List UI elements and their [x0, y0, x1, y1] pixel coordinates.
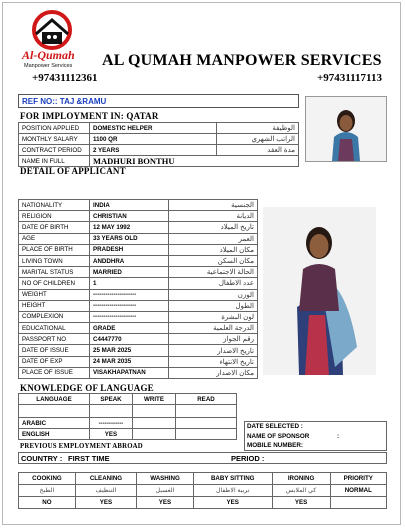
table-row — [19, 300, 258, 311]
detail-value: PRADESH — [90, 244, 169, 255]
ironing-arabic: كي الملابس — [272, 485, 330, 497]
detail-arabic: لون البشرة — [169, 311, 258, 322]
english-read — [176, 429, 237, 440]
detail-value: --------------------- — [90, 289, 169, 300]
read-header: READ — [176, 394, 237, 405]
detail-arabic: عدد الاطفال — [169, 278, 258, 289]
reference-number: REF NO:: TAJ &RAMU — [18, 94, 299, 108]
washing-arabic: الغسيل — [137, 485, 194, 497]
table-row — [19, 356, 258, 367]
ironing-value: YES — [272, 497, 330, 509]
detail-label: MARITAL STATUS — [19, 267, 90, 278]
detail-label: COMPLEXION — [19, 311, 90, 322]
sponsor-name-label: NAME OF SPONSOR — [247, 433, 310, 440]
detail-label: NATIONALITY — [19, 200, 90, 211]
detail-label: RELIGION — [19, 211, 90, 222]
detail-value: VISAKHAPATNAN — [90, 367, 169, 378]
table-row — [19, 267, 258, 278]
cleaning-arabic: التنظيف — [75, 485, 136, 497]
detail-arabic: مكان الميلاد — [169, 244, 258, 255]
detail-label: PLACE OF BIRTH — [19, 244, 90, 255]
detail-label: PASSPORT NO — [19, 334, 90, 345]
detail-arabic: الديانة — [169, 211, 258, 222]
detail-value: 1 — [90, 278, 169, 289]
detail-arabic: مكان الاصدار — [169, 367, 258, 378]
language-blank — [19, 405, 90, 418]
detail-label: NO OF CHILDREN — [19, 278, 90, 289]
period-label: PERIOD : — [231, 454, 265, 463]
detail-label: EDUCATIONAL — [19, 323, 90, 334]
table-row — [19, 211, 258, 222]
date-selected-label: DATE SELECTED : — [247, 423, 303, 430]
read-blank — [176, 405, 237, 418]
applicant-details-table — [18, 199, 258, 379]
applicant-photo-large — [263, 207, 376, 375]
table-row — [19, 418, 237, 429]
language-table — [18, 393, 237, 440]
table-row — [19, 473, 387, 485]
priority-blank — [330, 497, 386, 509]
detail-arabic: مكان السكن — [169, 255, 258, 266]
table-row — [19, 311, 258, 322]
table-row — [19, 134, 299, 145]
detail-value: 12 MAY 1992 — [90, 222, 169, 233]
detail-value: CHRISTIAN — [90, 211, 169, 222]
cooking-value: NO — [19, 497, 76, 509]
detail-value: INDIA — [90, 200, 169, 211]
detail-label: LIVING TOWN — [19, 255, 90, 266]
language-title: KNOWLEDGE OF LANGUAGE — [20, 383, 154, 393]
speak-header: SPEAK — [90, 394, 133, 405]
cooking-header: COOKING — [19, 473, 76, 485]
arabic-read — [176, 418, 237, 429]
table-row — [19, 323, 258, 334]
table-row — [19, 145, 299, 156]
phone-left: +97431112361 — [32, 72, 98, 84]
write-blank — [133, 405, 176, 418]
table-row — [19, 367, 258, 378]
name-value: MADHURI BONTHU — [90, 156, 299, 167]
cooking-arabic: الطبخ — [19, 485, 76, 497]
previous-employment-title: PREVIOUS EMPLOYMENT ABROAD — [20, 443, 143, 450]
detail-label: DATE OF ISSUE — [19, 345, 90, 356]
table-row — [19, 233, 258, 244]
salary-value: 1100 QR — [90, 134, 217, 145]
detail-arabic: الطول — [169, 300, 258, 311]
table-row — [19, 222, 258, 233]
priority-value: NORMAL — [330, 485, 386, 497]
table-row — [19, 405, 237, 418]
country-value: FIRST TIME — [68, 454, 110, 463]
contract-value: 2 YEARS — [90, 145, 217, 156]
detail-arabic: العمر — [169, 233, 258, 244]
cleaning-value: YES — [75, 497, 136, 509]
detail-value: 25 MAR 2025 — [90, 345, 169, 356]
employment-title: FOR IMPLOYMENT IN: QATAR — [20, 111, 159, 121]
name-label: NAME IN FULL — [19, 156, 90, 167]
salary-arabic: الراتب الشهري — [217, 134, 299, 145]
detail-value: --------------------- — [90, 311, 169, 322]
detail-label: AGE — [19, 233, 90, 244]
position-label: POSITION APPLIED — [19, 123, 90, 134]
detail-value: 24 MAR 2035 — [90, 356, 169, 367]
table-row — [19, 394, 237, 405]
position-arabic: الوظيفة — [217, 123, 299, 134]
detail-value: MARRIED — [90, 267, 169, 278]
speak-blank — [90, 405, 133, 418]
baby-sitting-header: BABY SITTING — [193, 473, 272, 485]
baby-sitting-arabic: تربية الاطفال — [193, 485, 272, 497]
detail-value: GRADE — [90, 323, 169, 334]
ironing-header: IRONING — [272, 473, 330, 485]
table-row — [19, 278, 258, 289]
position-value: DOMESTIC HELPER — [90, 123, 217, 134]
salary-label: MONTHLY SALARY — [19, 134, 90, 145]
detail-arabic: الوزن — [169, 289, 258, 300]
washing-header: WASHING — [137, 473, 194, 485]
table-row — [19, 255, 258, 266]
baby-sitting-value: YES — [193, 497, 272, 509]
detail-arabic: تاريخ الاصدار — [169, 345, 258, 356]
washing-value: YES — [137, 497, 194, 509]
table-row — [19, 156, 299, 167]
language-arabic: ARABIC — [19, 418, 90, 429]
table-row — [19, 123, 299, 134]
table-row — [19, 429, 237, 440]
mobile-number-label: MOBILE NUMBER: — [247, 442, 303, 449]
cleaning-header: CLEANING — [75, 473, 136, 485]
table-row — [19, 345, 258, 356]
applicant-photo-small — [305, 96, 387, 162]
detail-arabic: الدرجة العلمية — [169, 323, 258, 334]
company-logo — [22, 10, 104, 72]
detail-label: DATE OF EXP — [19, 356, 90, 367]
company-name: AL QUMAH MANPOWER SERVICES — [102, 52, 382, 69]
details-title: DETAIL OF APPLICANT — [20, 166, 126, 176]
arabic-write — [133, 418, 176, 429]
table-row — [19, 334, 258, 345]
detail-value: 33 YEARS OLD — [90, 233, 169, 244]
detail-arabic: الحالة الاجتماعية — [169, 267, 258, 278]
employment-table — [18, 122, 299, 167]
skills-table — [18, 472, 387, 509]
english-speak: YES — [90, 429, 133, 440]
country-label: COUNTRY : — [21, 454, 63, 463]
detail-arabic: تاريخ الميلاد — [169, 222, 258, 233]
arabic-speak: ------------ — [90, 418, 133, 429]
detail-value: ANDDHRA — [90, 255, 169, 266]
detail-value: --------------------- — [90, 300, 169, 311]
detail-arabic: رقم الجواز — [169, 334, 258, 345]
priority-header: PRIORITY — [330, 473, 386, 485]
detail-arabic: تاريخ الانتهاء — [169, 356, 258, 367]
table-row — [19, 485, 387, 497]
table-row — [19, 244, 258, 255]
detail-label: DATE OF BIRTH — [19, 222, 90, 233]
table-row — [19, 200, 258, 211]
detail-arabic: الجنسية — [169, 200, 258, 211]
detail-label: PLACE OF ISSUE — [19, 367, 90, 378]
table-row — [19, 289, 258, 300]
language-english: ENGLISH — [19, 429, 90, 440]
contract-label: CONTRACT PERIOD — [19, 145, 90, 156]
logo-subtext: Manpower Services — [24, 63, 73, 69]
english-write — [133, 429, 176, 440]
phone-right: +97431117113 — [317, 72, 382, 84]
detail-label: HEIGHT — [19, 300, 90, 311]
write-header: WRITE — [133, 394, 176, 405]
detail-label: WEIGHT — [19, 289, 90, 300]
detail-value: C4447770 — [90, 334, 169, 345]
sponsor-colon: : — [337, 433, 340, 440]
table-row — [19, 497, 387, 509]
language-header: LANGUAGE — [19, 394, 90, 405]
logo-text: Al-Qumah — [22, 48, 75, 62]
contract-arabic: مدة العقد — [217, 145, 299, 156]
